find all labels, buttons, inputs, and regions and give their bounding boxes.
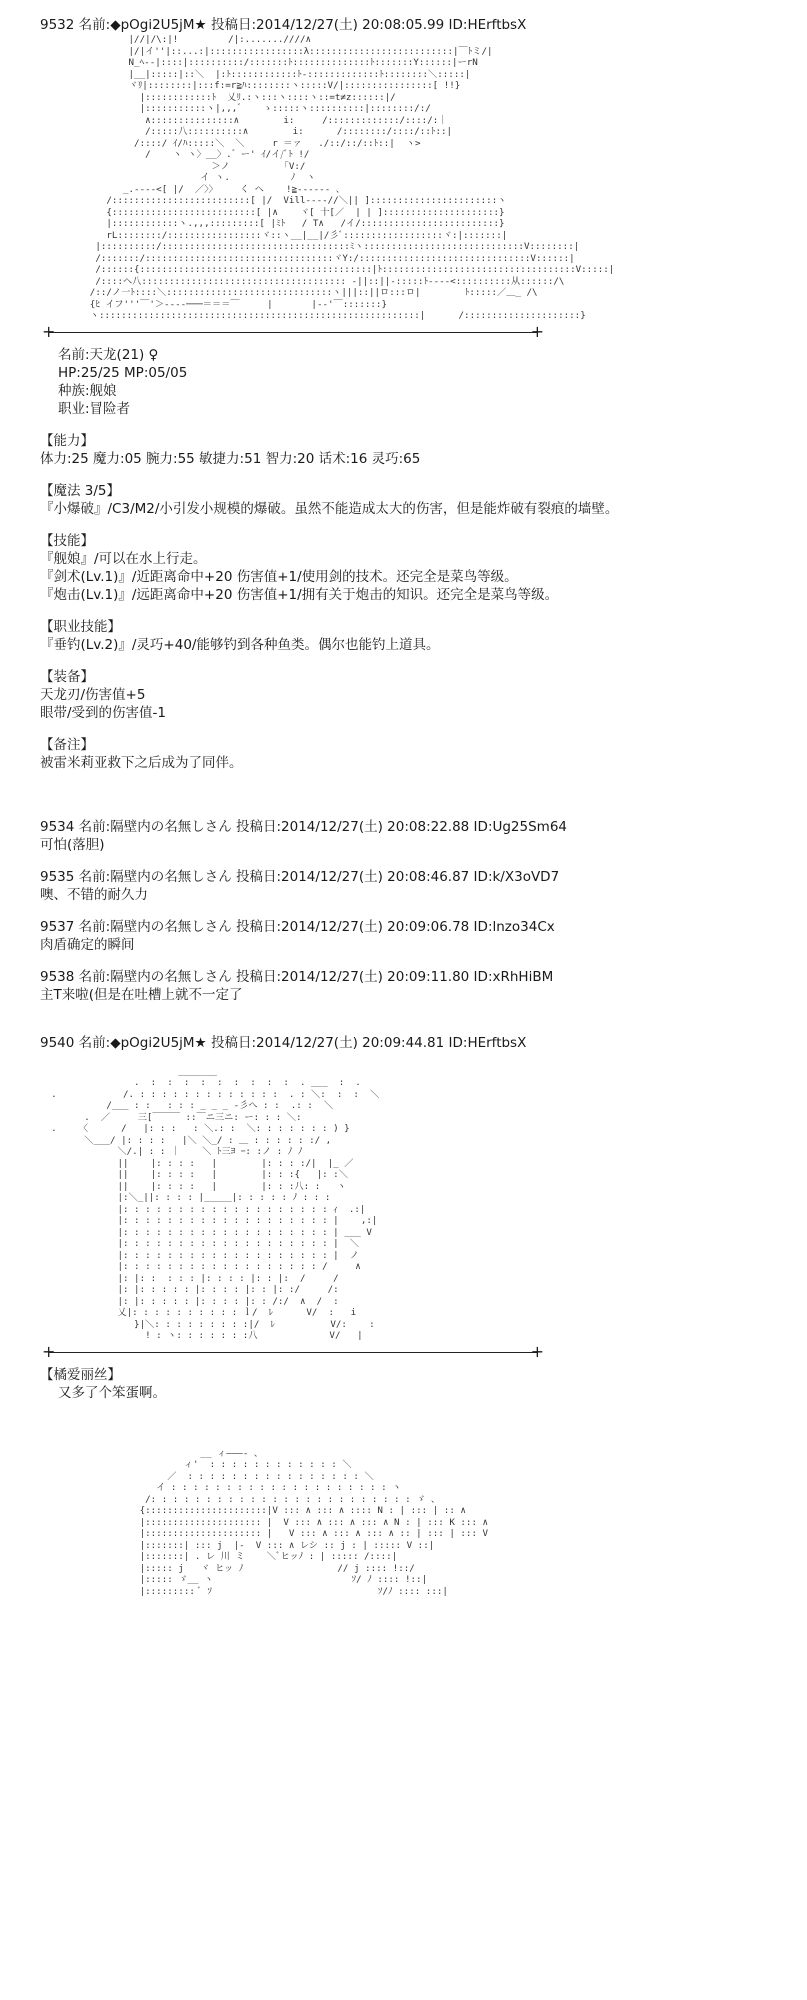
ascii-art-tenryuu: |//|/\:|! /|:.......////∧ |/|イ''|::...:|:::::::::::::::::λ::::::::::::::::::::::::::|￣ﾄミ/| N_ﾍ--|::::|::::::::::/:::::::ﾄ::::::::::::::ﾄ:::::::Y::::::|ーrN |__|:::::|::＼ |:ﾄ::::::::::::ﾄ-:::::::::::::ﾄ::::::::＼:::::| ヾﾘ|::::::::|:::f:=r≧ﾊ::::::::ヽ:::::V/|::::::::::::::::[ !!} |::::::::::::ﾄ 乂ﾘ.:ヽ:::ヽ::::ヽ::=t≠z::::::|/ |:::::::::::ヽ|,,,゛ ゝ:::::ヽ::::::::::|::::::::/:/ ∧:::::::::::::::∧ i: /:::::::::::::/::::/:｜ /:::::八::::::::::∧ i: /::::::::/::::/::ﾄ::| /::::/ ｲ/ﾊ:::::＼ ＼ r ＝ァ ./::/::/::ﾄ::| ヽ> / ヽ ヽ〉__〉.゛ー' ｲ/イ/ﾞﾄ !/ ＞ノ 「V:/ イ ヽ. ﾉ ヽ _.----<[ |/ ／〉〉 く ヘ !≧------ 、 /:::::::::::::::::::::::::[ |/ Vill----//＼|| ]:::::::::::::::::::::::ヽ {::::::::::::::::::::::::::[ |∧ ヾ[ 十[／ | | ]:::::::::::::::::::::} |::::::::::::ヽ.,,,:::::::::[ |ﾐﾄ / T∧ /イ/:::::::::::::::::::::::::} rL::::::::/:::::::::::::::::ヾ::ヽ__|__|/彡ﾞ::::::::::::::::::ヾ:|:::::::| |::::::::::/::::::::::::::::::::::::::::::::::ﾐヽ:::::::::::::::::::::::::::::V::::::::| /:::::::/::::::::::::::::::::::::::::::::::ヾY:/:::::::::::::::::::::::::::::::V::::::| /::::::{::::::::::::::::::::::::::::::::::::::::::|ﾄ:::::::::::::::::::::::::::::::::::V:::::| /::::ヘ八::::::::::::::::::::::::::::::::::::: -||::||-:::::ﾄ----<::::::::::从::::::/\ /::/ノ一ﾄ::::＼::::::::::::::::::::::::::::::ヽ|||::||ロ:::ロ| ﾄ:::::／＿_ /\ {ﾋ イフ'''￣'＞----───＝＝＝￣ | |--'￣:::::::} ヽ::::::::::::::::::::::::::::::::::::::::::::::::::::::::::| /:::::::::::::::::::::}	[89, 34, 615, 321]
status-race: 种族:舰娘	[58, 382, 117, 399]
thread-page	[40, 16, 760, 1597]
equip-title: 【装备】	[40, 668, 94, 685]
equip-item: 天龙刃/伤害值+5	[40, 686, 146, 703]
post-body-9535: 噢、不错的耐久力	[40, 886, 148, 903]
status-hpmp: HP:25/25 MP:05/05	[58, 364, 188, 381]
ascii-art-alice-closeup: __ ィ―――- 、 ィ' : : : : : : : : : : : : ＼ ／ : : : : : : : : : : : : : : : : ＼ イ : : : : : : : : : : : : : : : : : : : : ヽ /: : : : : : : : : : : : : : : : : : : : : : : : ゞ 、 {::::::::::::::::::::::|V ::: ∧ ::: ∧ :::: N : | ::: | :: ∧ |::::::::::::::::::::: | V ::: ∧ ::: ∧ ::: ∧ N : | ::: K ::: ∧ |::::::::::::::::::::: | V ::: ∧ ::: ∧ ::: ∧ :: | ::: | ::: V |:::::::| ::: j |- V ::: ∧ レシ :: j : | ::::: V ::| |:::::::| . レ 川 ミ ＼ﾞヒッﾉ : | ::::: /::::| |::::: j ヾ ヒッ ﾉ // j :::: !::/ |::::: ゞ__ ヽ ｿ/ ﾉ :::: !::| |::::::::: ﾞ ｿ ｿ/ﾉ :::: :::|	[139, 1447, 489, 1597]
divider-cross-right: +	[530, 1341, 544, 1361]
note-title: 【备注】	[40, 736, 94, 753]
dialogue-line: 又多了个笨蛋啊。	[58, 1384, 166, 1401]
skill-item: 『舰娘』/可以在水上行走。	[40, 550, 207, 567]
post-body-9537: 肉盾确定的瞬间	[40, 936, 135, 953]
status-job: 职业:冒险者	[58, 400, 131, 417]
ability-values: 体力:25 魔力:05 腕力:55 敏捷力:51 智力:20 话术:16 灵巧:65	[40, 450, 421, 467]
ascii-art-alice: _______ . : : : : : : : : : . ___ : . . /. : : : : : : : : : : : : : . : ＼: : : ＼ /___ : : : : : _ _ _ -彡へ : : .: : ＼ . ／ 三[￣￣￣ ::￣ニ三ニ: ー: : : ＼: . 〈 / |: : : : ＼.: : ＼: : : : : : : ) } ＼___/ |: : : : |＼ ＼_/ : ＿ : : : : : :/ , ＼/.| : : ｜ ＼ ﾄ三ﾖ ｰ: :ノ : ﾉ ﾉ || |: : : : | |: : : :/| |_ ／ || |: : : : | |: : :{ |: :＼ || |: : : : | |: : :八: : ヽ |:＼_||: : : : |_____|: : : : : ﾉ : : : |: : : : : : : : : : : : : : : : : : : ｨ .:| |: : : : : : : : : : : : : : : : : : : | ,:| |: : : : : : : : : : : : : : : : : : : | ___ V |: : : : : : : : : : : : : : : : : : : | ＼ |: : : : : : : : : : : : : : : : : : : | ノ |: : : : : : : : : : : : : : : : : : / ∧ |: |: : : : : |: : : : |: : |: / / |: |: : : : : |: : : : |: : |: :/ /: |: |: : : : : |: : : : |: : /:/ ∧ / : 乂|: : : : : : : : : : ｌ/ ﾚ V/ : i }|＼: : : : : : : : :|/ ﾚ V/: : ! : ヽ: : : : : : :八 V/ |	[51, 1065, 380, 1341]
divider-cross-left: +	[42, 1341, 56, 1361]
post-body-9538: 主T来啦(但是在吐槽上就不一定了	[40, 986, 243, 1003]
section-divider	[42, 1341, 544, 1361]
dialogue-speaker: 【橘爱丽丝】	[40, 1366, 121, 1383]
post-header-9532: 9532 名前:◆pOgi2U5jM★ 投稿日:2014/12/27(土) 20:08:05.99 ID:HErftbsX	[40, 17, 527, 33]
jobskill-item: 『垂钓(Lv.2)』/灵巧+40/能够钓到各种鱼类。偶尔也能钓上道具。	[40, 636, 440, 653]
status-name: 名前:天龙(21) ♀	[58, 346, 159, 363]
post-header-9537: 9537 名前:隔壁内の名無しさん 投稿日:2014/12/27(土) 20:09:06.78 ID:lnzo34Cx	[40, 918, 555, 935]
post-body-9534: 可怕(落胆)	[40, 836, 105, 853]
post-header-9538: 9538 名前:隔壁内の名無しさん 投稿日:2014/12/27(土) 20:09:11.80 ID:xRhHiBM	[40, 968, 554, 985]
magic-title: 【魔法 3/5】	[40, 482, 121, 499]
post-header-9540: 9540 名前:◆pOgi2U5jM★ 投稿日:2014/12/27(土) 20:09:44.81 ID:HErftbsX	[40, 1034, 527, 1051]
skill-item: 『剑术(Lv.1)』/近距离命中+20 伤害值+1/使用剑的技术。还完全是菜鸟等级。	[40, 568, 518, 585]
section-divider	[42, 321, 544, 341]
equip-item: 眼带/受到的伤害值-1	[40, 704, 167, 721]
skill-item: 『炮击(Lv.1)』/远距离命中+20 伤害值+1/拥有关于炮击的知识。还完全是菜鸟等级。	[40, 586, 559, 603]
jobskill-title: 【职业技能】	[40, 618, 121, 635]
divider-bar	[48, 332, 538, 333]
status-sheet	[58, 346, 760, 418]
note-item: 被雷米莉亚救下之后成为了同伴。	[40, 754, 243, 771]
ability-title: 【能力】	[40, 432, 94, 449]
divider-cross-right: +	[530, 321, 544, 341]
skill-title: 【技能】	[40, 532, 94, 549]
divider-bar	[48, 1352, 538, 1353]
post-header-9535: 9535 名前:隔壁内の名無しさん 投稿日:2014/12/27(土) 20:08:46.87 ID:k/X3oVD7	[40, 868, 560, 885]
magic-item: 『小爆破』/C3/M2/小引发小规模的爆破。虽然不能造成太大的伤害，但是能炸破有裂痕的墙壁。	[40, 500, 619, 517]
divider-cross-left: +	[42, 321, 56, 341]
post-header-9534: 9534 名前:隔壁内の名無しさん 投稿日:2014/12/27(土) 20:08:22.88 ID:Ug25Sm64	[40, 818, 568, 835]
